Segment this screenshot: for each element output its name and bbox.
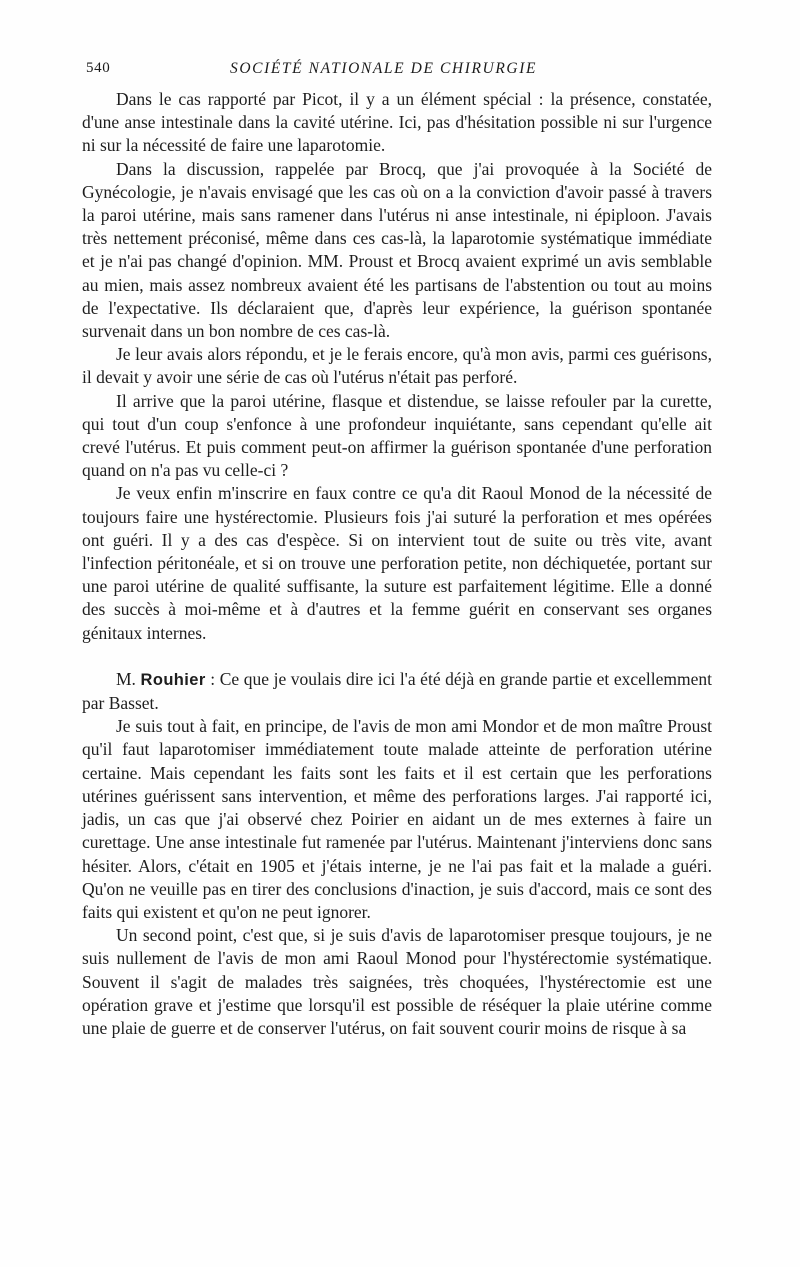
paragraph-rouhier-intro: [82, 668, 712, 715]
page-number: 540: [86, 60, 111, 76]
paragraph-discussion: Dans la discussion, rappelée par Brocq, que j'ai provoquée à la Société de Gynécologie, je n'avais envisagé que les cas où on a la conviction d'avoir passé à travers la paroi utérine, mais sans ramener dans l'utérus ni anse intestinale, ni épiploon. J'avais très nettement préconisé, même dans ces cas-là, la laparotomie systématique immédiate et je n'ai pas changé d'opinion. MM. Proust et Brocq avaient exprimé un avis semblable au mien, mais assez nombreux avaient été les partisans de l'abstention ou tout au moins de l'expectative. Ils déclaraient que, d'après leur expérience, la guérison spontanée survenait dans un bon nombre de ces cas-là.: [82, 158, 712, 342]
speaker-prefix: M.: [116, 668, 141, 689]
journal-title: SOCIÉTÉ NATIONALE DE CHIRURGIE: [230, 60, 538, 77]
speaker-name: Rouhier: [140, 670, 206, 689]
rouhier-intro-text: : Ce que je voulais dire ici l'a été déjà en grande partie et excellemment par Basset.: [82, 668, 712, 714]
running-head: [86, 60, 712, 86]
paragraph-rouhier-second-point: Un second point, c'est que, si je suis d'avis de laparotomiser presque toujours, je ne suis nullement de l'avis de mon ami Raoul Monod pour l'hystérectomie systématique. Souvent il s'agit de malades très saignées, très choquées, l'hystérectomie est une opération grave et j'estime que lorsqu'il est possible de réséquer la plaie utérine comme une plaie de guerre et de conserver l'utérus, on fait souvent courir moins de risque à sa: [82, 925, 712, 1038]
body-text: [82, 88, 712, 1040]
paragraph-rouhier-principle: Je suis tout à fait, en principe, de l'avis de mon ami Mondor et de mon maître Proust qu'il faut laparotomiser immédiatement toute malade atteinte de perforation utérine certaine. Mais cependant les faits sont les faits et il est certain que les perforations utérines guérissent sans intervention, et même des perforations larges. J'ai rapporté ici, jadis, un cas que j'ai observé chez Poirier en aidant un de mes externes à faire un curettage. Une anse intestinale fut ramenée par l'utérus. Maintenant j'interviens donc sans hésiter. Alors, c'était en 1905 et j'étais interne, je ne l'ai pas fait et la malade a guéri. Qu'on ne veuille pas en tirer des conclusions d'inaction, je suis d'accord, mais ce sont des faits qui existent et qu'on ne peut ignorer.: [82, 716, 712, 922]
paragraph-picot-case: Dans le cas rapporté par Picot, il y a un élément spécial : la présence, constatée, d'une anse intestinale dans la cavité utérine. Ici, pas d'hésitation possible ni sur l'urgence ni sur la nécessité de faire une laparotomie.: [82, 89, 712, 156]
paragraph-hysterectomy: Je veux enfin m'inscrire en faux contre ce qu'a dit Raoul Monod de la nécessité de toujours faire une hystérectomie. Plusieurs fois j'ai suturé la perforation et mes opérées ont guéri. Il y a des cas d'espèce. Si on intervient tout de suite ou très vite, avant l'infection péritonéale, et si on trouve une perforation petite, non déchiquetée, portant sur une paroi utérine de qualité suffisante, la suture est parfaitement légitime. Elle a donné des succès à moi-même et à d'autres et la femme guérit en conservant ses organes génitaux internes.: [82, 483, 712, 643]
paragraph-uterine-wall: Il arrive que la paroi utérine, flasque et distendue, se laisse refouler par la curette, qui tout d'un coup s'enfonce à une profondeur inquiétante, sans cependant qu'elle ait crevé l'utérus. Et puis comment peut-on affirmer la guérison spontanée d'une perforation quand on n'a pas vu celle-ci ?: [82, 390, 712, 481]
paragraph-reply: Je leur avais alors répondu, et je le ferais encore, qu'à mon avis, parmi ces guérisons, il devait y avoir une série de cas où l'utérus n'était pas perforé.: [82, 344, 712, 388]
